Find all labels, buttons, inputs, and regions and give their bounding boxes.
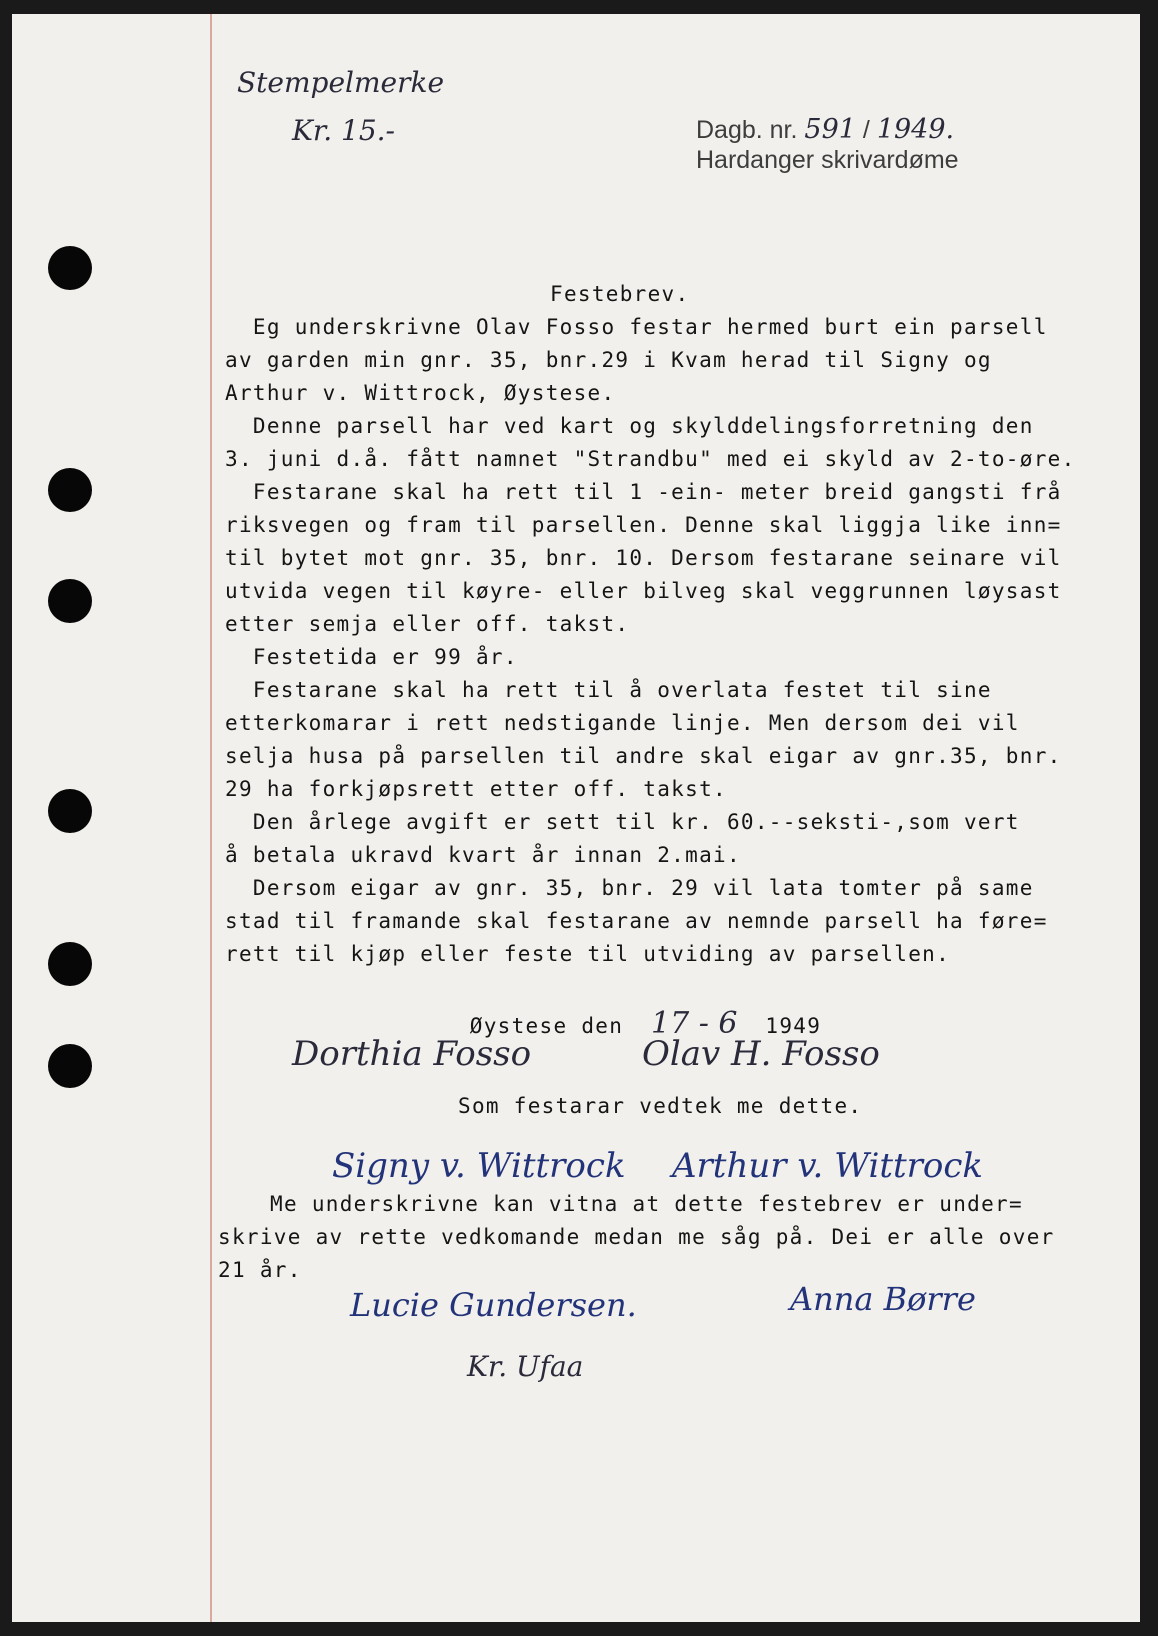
- punch-hole: [48, 789, 92, 833]
- signature-witness-1: Lucie Gundersen.: [350, 1286, 637, 1324]
- body-line: å betala ukravd kvart år innan 2.mai.: [225, 843, 741, 867]
- punch-hole: [48, 579, 92, 623]
- body-line: stad til framande skal festarane av nemnde parsell ha føre=: [225, 909, 1048, 933]
- body-line: etter semja eller off. takst.: [225, 612, 630, 636]
- date-handwritten: 17 - 6: [651, 1006, 738, 1041]
- place-date-prefix: Øystese den: [469, 1014, 624, 1038]
- office-stamp: Hardanger skrivardøme: [696, 146, 959, 174]
- signature-lessee-1: Signy v. Wittrock: [332, 1146, 626, 1186]
- punch-hole: [48, 246, 92, 290]
- body-line: rett til kjøp eller feste til utviding av parsellen.: [225, 942, 951, 966]
- body-line: Eg underskrivne Olav Fosso festar hermed burt ein parsell: [225, 315, 1048, 339]
- body-line: Dersom eigar av gnr. 35, bnr. 29 vil lata tomter på same: [225, 876, 1034, 900]
- body-line: utvida vegen til køyre- eller bilveg skal veggrunnen løysast: [225, 579, 1062, 603]
- punch-hole: [48, 942, 92, 986]
- signature-witness-2: Anna Børre: [790, 1280, 976, 1318]
- stamp-prefix: Dagb. nr.: [696, 116, 798, 144]
- signature-owner-1: Dorthia Fosso: [292, 1034, 532, 1074]
- clerk-initials: Kr. Ufaa: [467, 1350, 584, 1383]
- document-title: Festebrev.: [550, 282, 690, 306]
- stamp-duty-note: Stempelmerke: [237, 66, 445, 99]
- body-line: selja husa på parsellen til andre skal eigar av gnr.35, bnr.: [225, 744, 1062, 768]
- body-line: Den årlege avgift er sett til kr. 60.--seksti-,som vert: [225, 810, 1020, 834]
- punch-hole: [48, 468, 92, 512]
- body-line: Festarane skal ha rett til å overlata festet til sine: [225, 678, 992, 702]
- body-line: Arthur v. Wittrock, Øystese.: [225, 381, 616, 405]
- body-line: Festarane skal ha rett til 1 -ein- meter breid gangsti frå: [225, 480, 1062, 504]
- body-line: av garden min gnr. 35, bnr.29 i Kvam herad til Signy og: [225, 348, 992, 372]
- signature-lessee-2: Arthur v. Wittrock: [672, 1146, 984, 1186]
- diary-stamp: [696, 114, 954, 145]
- acceptance-line: Som festarar vedtek me dette.: [458, 1094, 863, 1118]
- body-line: 29 ha forkjøpsrett etter off. takst.: [225, 777, 727, 801]
- body-line: til bytet mot gnr. 35, bnr. 10. Dersom festarane seinare vil: [225, 546, 1062, 570]
- body-line: etterkomarar i rett nedstigande linje. Men dersom dei vil: [225, 711, 1020, 735]
- diary-number: 591: [804, 114, 856, 145]
- margin-rule: [210, 14, 212, 1622]
- document-page: [12, 14, 1140, 1622]
- punch-hole: [48, 1044, 92, 1088]
- witness-line: 21 år.: [218, 1258, 302, 1282]
- signature-owner-2: Olav H. Fosso: [642, 1034, 880, 1074]
- witness-line: Me underskrivne kan vitna at dette festebrev er under=: [270, 1192, 1023, 1216]
- date-year: 1949: [765, 1014, 822, 1038]
- body-line: 3. juni d.å. fått namnet "Strandbu" med ei skyld av 2-to-øre.: [225, 447, 1076, 471]
- body-line: riksvegen og fram til parsellen. Denne skal liggja like inn=: [225, 513, 1062, 537]
- stamp-duty-amount: Kr. 15.-: [292, 114, 396, 147]
- stamp-separator: /: [862, 116, 870, 144]
- witness-line: skrive av rette vedkomande medan me såg på. Dei er alle over: [218, 1225, 1055, 1249]
- body-line: Denne parsell har ved kart og skylddelingsforretning den: [225, 414, 1034, 438]
- diary-year: 1949.: [876, 114, 955, 145]
- body-line: Festetida er 99 år.: [225, 645, 518, 669]
